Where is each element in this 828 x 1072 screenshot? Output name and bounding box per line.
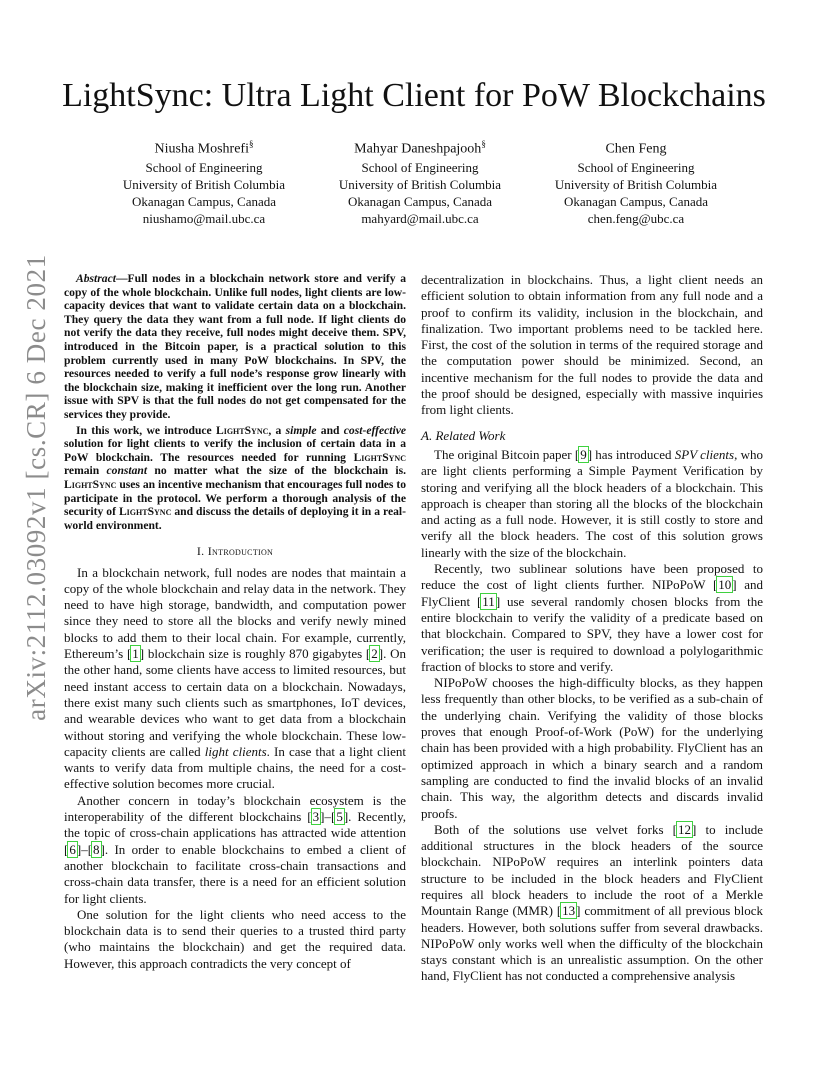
citation-link[interactable]: [12]: [672, 821, 697, 837]
system-name: LightSync: [215, 423, 269, 437]
citation-link[interactable]: [3]: [307, 809, 325, 825]
citation-link[interactable]: [13]: [556, 903, 581, 919]
author-affiliation: Okanagan Campus, Canada: [563, 193, 709, 209]
body-paragraph: Both of the solutions use velvet forks [12] to include additional structures in the block headers of the source blockchain. NIPoPoW requires an interlink pointers data structure to be included in the block headers and FlyClient requires all block headers to include the root of a Merkle Mountain Range (MMR) [13] commitment of all previous block headers. However, both solutions suffer from several drawbacks. NIPoPoW only works well when the difficulty of the blockchain stays constant which is an unrealistic assumption. On the other hand, FlyClient has not conducted a comprehensive analysis: [421, 821, 764, 984]
author-affiliation: University of British Columbia: [122, 176, 286, 192]
citation-link[interactable]: [8]: [87, 841, 105, 857]
author-affiliation: University of British Columbia: [554, 176, 718, 192]
author-affiliation: School of Engineering: [361, 159, 479, 175]
author-affiliation: School of Engineering: [145, 159, 263, 175]
system-name: LightSync: [118, 505, 172, 519]
citation-link[interactable]: [5]: [330, 809, 349, 825]
author-affiliation: Okanagan Campus, Canada: [347, 193, 493, 209]
citation-link[interactable]: [1]: [126, 646, 145, 662]
subsection-heading: A. Related Work: [421, 427, 506, 443]
body-paragraph: Recently, two sublinear solutions have been proposed to reduce the cost of light clients further. NIPoPoW [10] and FlyClient [11] use several randomly chosen blocks from the entire blockchain to verify the validity of a predicate based on that blockchain. Compared to SPV, they have a lower cost for verification; the user is required to download a polylogarithmic fraction of blocks to store and verify.: [421, 561, 763, 674]
citation-link[interactable]: [9]: [574, 446, 593, 462]
body-paragraph: NIPoPoW chooses the high-difficulty blocks, as they happen less frequently than other blocks, to be verified as a sub-chain of the underlying chain. Verifying the validity of those blocks proves that enough Proof-of-Work (PoW) for the underlying chain has been provided with a high probability. FlyClient has an optimized approach in which a binary search and a random sampling are conducted to find the invalid blocks of an invalid chain. This way, the algorithm detects and discards invalid proofs.: [421, 675, 763, 821]
author-email: niushamo@mail.ubc.ca: [142, 210, 266, 226]
body-paragraph: decentralization in blockchains. Thus, a light client needs an efficient solution to obtain information from any full node and a proof to confirm its validity, inclusion in the blockchain, and finalization. Two important problems need to be tackled here. First, the cost of the solution in terms of the required storage and the computation power should be minimized. Second, an incentive mechanism for the full nodes to provide the data and the proof should be designed, especially with massive inquiries from light clients.: [421, 272, 763, 418]
author-affiliation: Okanagan Campus, Canada: [131, 193, 277, 209]
author-affiliation: University of British Columbia: [338, 176, 502, 192]
author-email: mahyard@mail.ubc.ca: [361, 210, 479, 226]
body-paragraph: In a blockchain network, full nodes are nodes that maintain a copy of the whole blockchain and relay data in the network. They need to have high storage, bandwidth, and computation power since they need to store all the blocks and verify newly mined blocks to add them to their local chain. For example, currently, Ethereum’s [1] blockchain size is roughly 870 gigabytes [2]. On the other hand, some clients have access to limited resources, but need instant access to certain data on a blockchain. Nowadays, there exist many such clients such as smartphones, IoT devices, and wearable devices who want to get data from a blockchain without storing and verifying the whole blockchain. These low-capacity clients are called light clients. In case that a light client wants to verify data from multiple chains, the need for a cost-effective solution becomes more crucial.: [64, 564, 406, 792]
body-paragraph: The original Bitcoin paper [9] has introduced SPV clients, who are light clients performing a Simple Payment Verification by storing and verifying all the block headers of a blockchain. This approach is cheaper than storing all the blocks of the blockchain and acting as a full node. However, it is still costly to store and verify all the block headers. The cost of this solution grows linearly with the size of the blockchain.: [421, 446, 763, 560]
author-block: [96, 135, 772, 227]
citation-link[interactable]: [10]: [712, 577, 737, 593]
author-affiliation: School of Engineering: [577, 159, 695, 175]
citation-link[interactable]: [11]: [476, 593, 501, 609]
author-mark: §: [481, 139, 486, 149]
abstract-paragraph-1: Abstract—Full nodes in a blockchain network store and verify a copy of the whole blockchain. Unlike full nodes, light clients are low-capacity devices that want to validate certain data on a blockchain. They query the data they want from a full node. If light clients do not verify the data they receive, full nodes might deceive them. SPV, introduced in the Bitcoin paper, is a practical solution to this problem currently used in many PoW blockchains. In SPV, the resources needed to verify a full node’s response grow linearly with the blockchain size, making it inefficient over the long run. Another issue with SPV is that the full nodes do not get compensated for the services they provide.: [64, 272, 406, 421]
citation-link[interactable]: [6]: [64, 841, 82, 857]
system-name: LightSync: [64, 477, 117, 491]
author-mark: §: [249, 139, 254, 149]
arxiv-side-stamp: [16, 253, 56, 721]
abstract-label: Abstract: [76, 272, 116, 285]
author-1: [96, 135, 312, 227]
section-heading: I. Introduction: [196, 544, 274, 559]
body-paragraph: One solution for the light clients who need access to the blockchain data is to send their queries to a trusted third party (who maintains the blockchain) and get the required data. However, this approach contradicts the very concept of: [64, 906, 406, 971]
right-column: [421, 272, 763, 985]
author-email: chen.feng@ubc.ca: [587, 210, 685, 226]
left-column: [64, 272, 406, 972]
paper-title: LightSync: Ultra Light Client for PoW Blockchains: [62, 77, 766, 114]
abstract-paragraph-2: In this work, we introduce LightSync, a simple and cost-effective solution for light clients to verify the inclusion of certain data in a PoW blockchain. The resources needed for running LightSync remain constant no matter what the size of the blockchain is. LightSync uses an incentive mechanism that encourages full nodes to participate in the protocol. We perform a thorough analysis of the security of LightSync and discuss the details of deploying it in a real-world environment.: [64, 423, 407, 532]
author-name: Mahyar Daneshpajooh: [354, 141, 482, 157]
system-name: LightSync: [353, 450, 406, 464]
arxiv-identifier: arXiv:2112.03092v1 [cs.CR] 6 Dec 2021: [20, 253, 51, 721]
citation-link[interactable]: [2]: [365, 646, 384, 662]
author-name: Chen Feng: [605, 141, 667, 157]
author-2: [312, 135, 528, 227]
author-name: Niusha Moshrefi: [154, 141, 249, 157]
body-paragraph: Another concern in today’s blockchain ecosystem is the interoperability of the different blockchains [3]–[5]. Recently, the topic of cross-chain applications has attracted wide attention [6]–[8]. In order to enable blockchains to embed a client of another blockchain to facilitate cross-chain transactions and cross-chain data transfer, there is a need for an efficient solution for light clients.: [64, 792, 406, 906]
author-3: [528, 135, 744, 227]
